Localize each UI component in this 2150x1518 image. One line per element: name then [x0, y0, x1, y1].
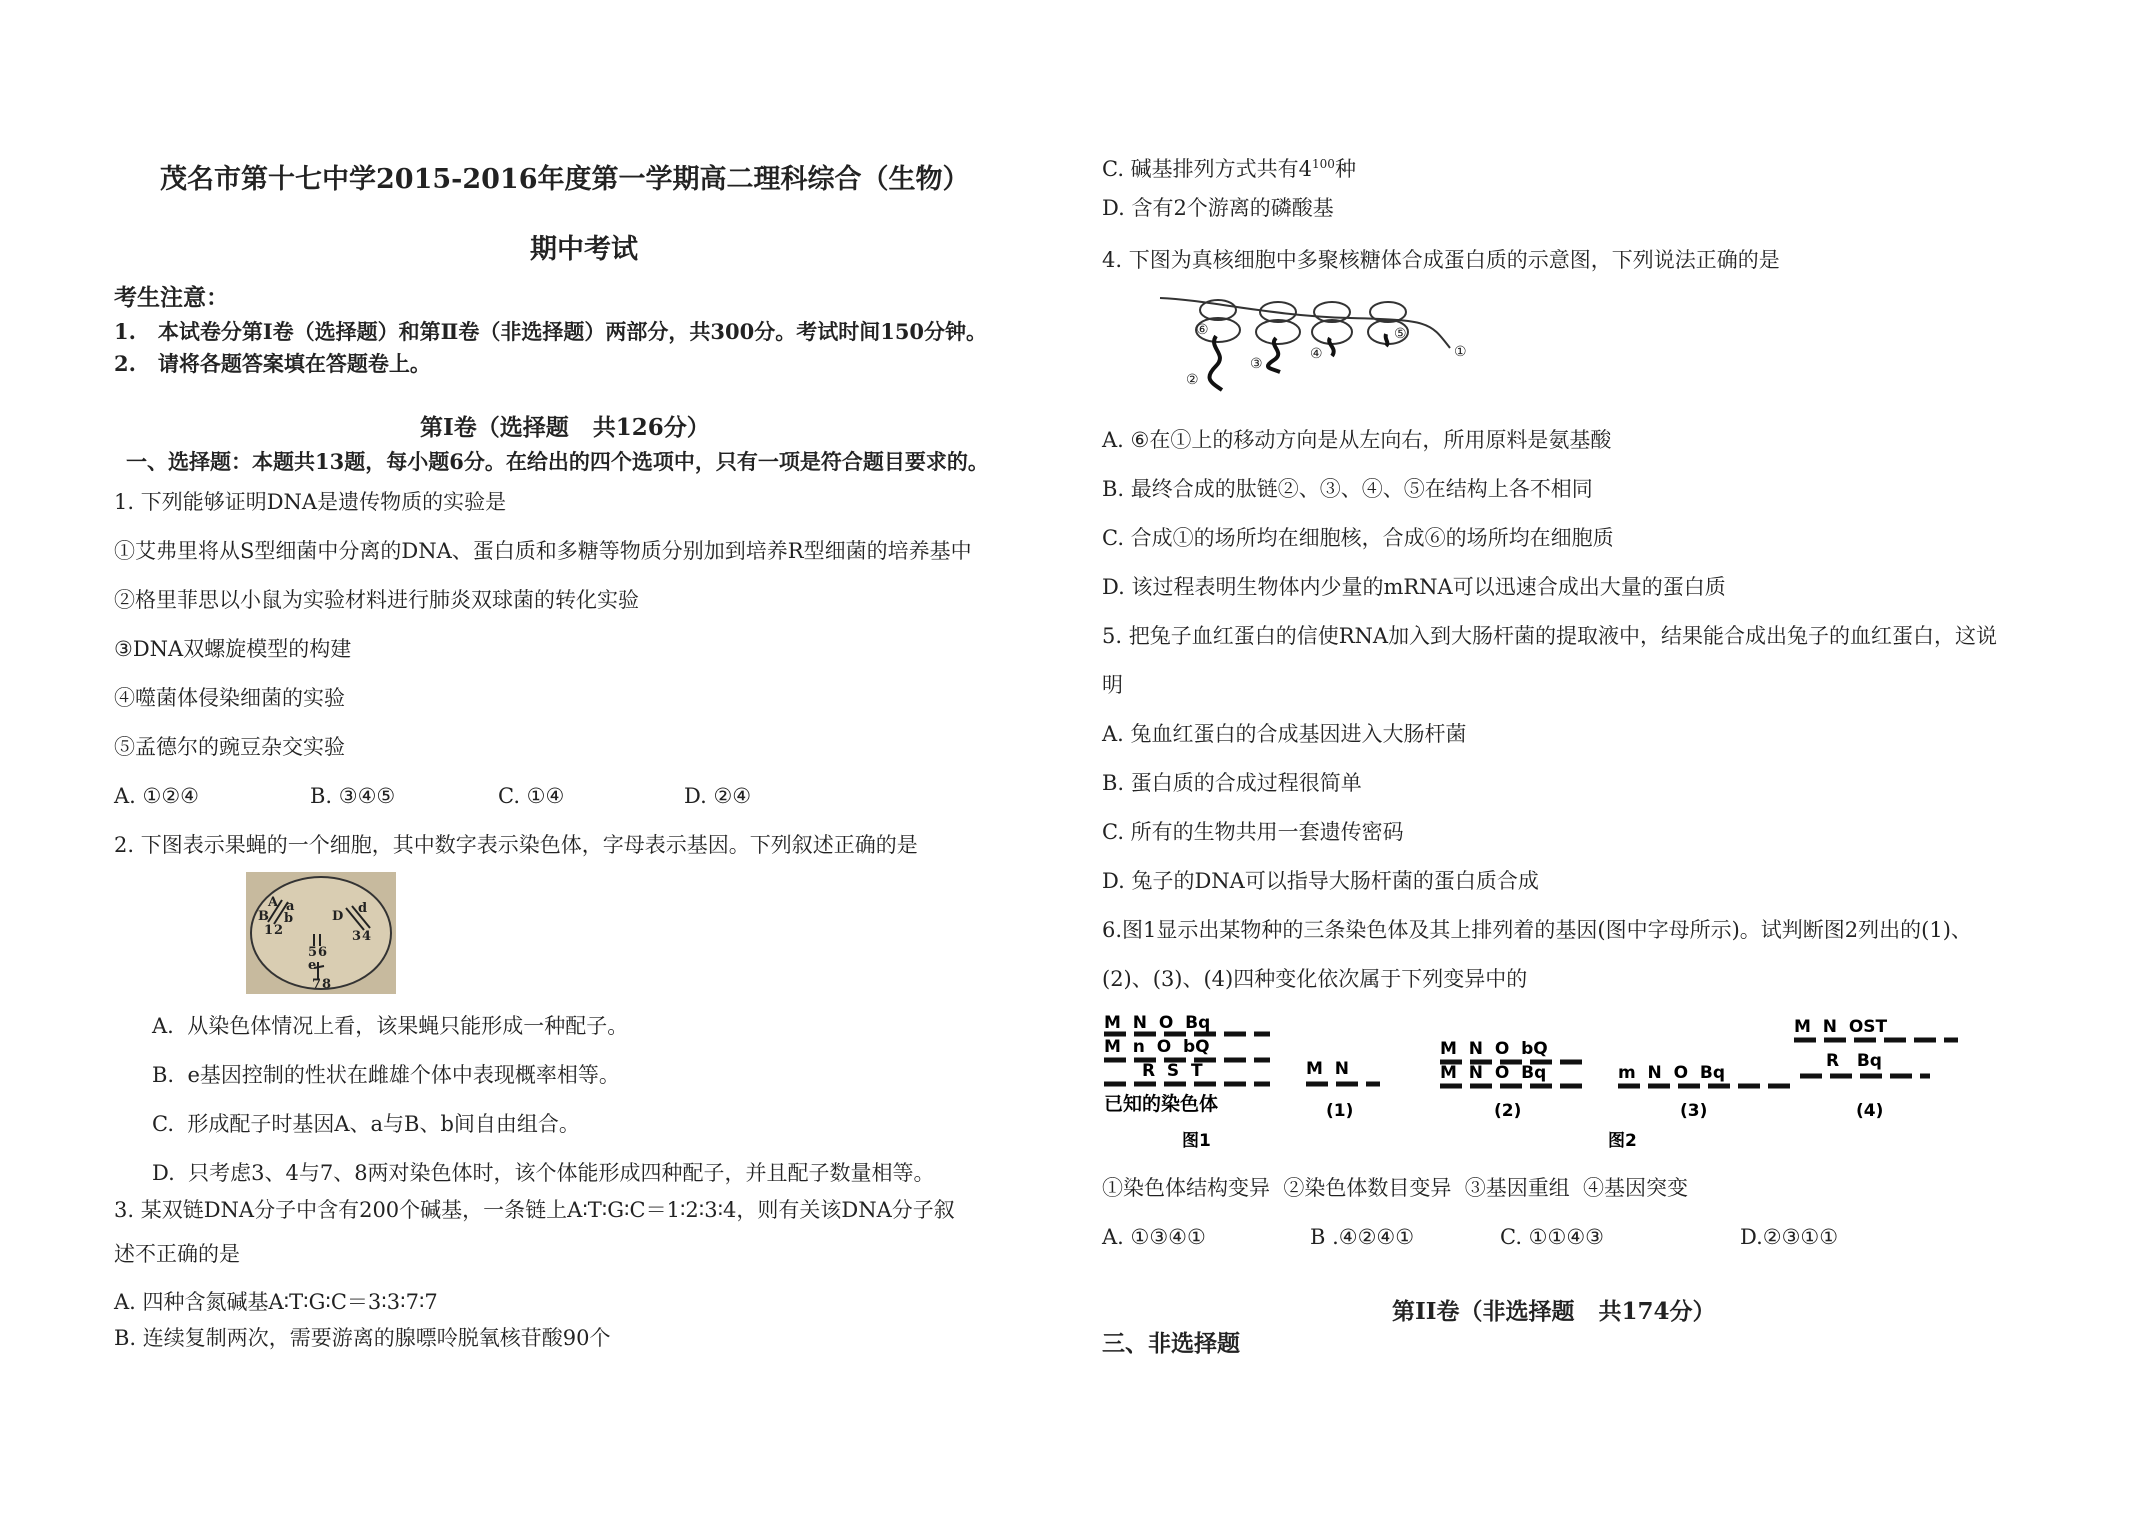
- q2-option-d: D. 只考虑3、4与7、8两对染色体时，该个体能形成四种配子，并且配子数量相等。: [152, 1161, 935, 1185]
- q3-stem-line2: 述不正确的是: [114, 1242, 240, 1266]
- notice-2: 2. 请将各题答案填在答题卷上。: [114, 351, 431, 376]
- q1-option-a: A. ①②④: [114, 784, 199, 808]
- chromosome-1-label: 1: [264, 923, 274, 938]
- chromosome-7-label: 7: [312, 977, 322, 992]
- q3-option-d: D. 含有2个游离的磷酸基: [1102, 196, 1334, 220]
- q4-option-a: A. ⑥在①上的移动方向是从左向右，所用原料是氨基酸: [1102, 428, 1612, 452]
- gene-d-label: d: [358, 901, 368, 916]
- label-1: ①: [1454, 344, 1467, 360]
- gene-e-label: e: [308, 958, 317, 973]
- gene-A-label: A: [268, 895, 279, 910]
- q1-item-2: ②格里菲思以小鼠为实验材料进行肺炎双球菌的转化实验: [114, 588, 639, 612]
- gene-B-label: B: [258, 909, 269, 924]
- q3-option-a: A. 四种含氮碱基A∶T∶G∶C＝3∶3∶7∶7: [114, 1290, 438, 1314]
- gene-b-label: b: [284, 911, 294, 926]
- known-row-2: M n O bQ: [1104, 1037, 1210, 1057]
- label-5: ⑤: [1394, 326, 1407, 342]
- section2-title: 第II卷（非选择题 共174分）: [1392, 1298, 1716, 1325]
- fruit-fly-cell-figure: [246, 872, 396, 994]
- q3-stem-line1: 3. 某双链DNA分子中含有200个碱基，一条链上A∶T∶G∶C＝1∶2∶3∶4，则有关该DNA分子叙: [114, 1198, 955, 1222]
- polyribosome-figure: [1150, 288, 1490, 408]
- figure-1-label: 图1: [1182, 1131, 1211, 1151]
- change-4-row-1: M N OST: [1794, 1017, 1888, 1037]
- q6-option-a: A. ①③④①: [1102, 1225, 1206, 1249]
- exam-title: 茂名市第十七中学2015-2016年度第一学期高二理科综合（生物）: [160, 164, 970, 195]
- q6-option-d: D.②③①①: [1740, 1225, 1839, 1249]
- q6-stem-line2: (2)、(3)、(4)四种变化依次属于下列变异中的: [1102, 967, 1528, 991]
- change-3-row: m N O Bq: [1618, 1063, 1726, 1083]
- q2-option-c: C. 形成配子时基因A、a与B、b间自由组合。: [152, 1112, 580, 1136]
- gene-a-label: a: [286, 899, 295, 914]
- q1-option-b: B. ③④⑤: [310, 784, 396, 808]
- section3-heading: 三、非选择题: [1102, 1330, 1240, 1357]
- exam-subtitle: 期中考试: [530, 234, 638, 265]
- chromosome-6-label: 6: [318, 945, 328, 960]
- change-1-label: (1): [1326, 1101, 1354, 1121]
- change-1-row: M N: [1306, 1059, 1349, 1079]
- q3-option-c-suffix: 种: [1334, 157, 1356, 181]
- q5-option-a: A. 兔血红蛋白的合成基因进入大肠杆菌: [1102, 722, 1467, 746]
- q4-option-b: B. 最终合成的肽链②、③、④、⑤在结构上各不相同: [1102, 477, 1593, 501]
- label-2: ②: [1186, 372, 1199, 388]
- q4-option-c: C. 合成①的场所均在细胞核，合成⑥的场所均在细胞质: [1102, 526, 1614, 550]
- known-row-3: R S T: [1142, 1061, 1203, 1081]
- q5-option-d: D. 兔子的DNA可以指导大肠杆菌的蛋白质合成: [1102, 869, 1539, 893]
- chromosome-variation-figure: [1100, 1008, 1980, 1168]
- q1-item-4: ④噬菌体侵染细菌的实验: [114, 686, 345, 710]
- q1-item-1: ①艾弗里将从S型细菌中分离的DNA、蛋白质和多糖等物质分别加到培养R型细菌的培养基中: [114, 539, 972, 563]
- known-row-1: M N O Bq: [1104, 1013, 1211, 1033]
- chromosome-8-label: 8: [322, 977, 332, 992]
- q6-stem-line1: 6.图1显示出某物种的三条染色体及其上排列着的基因(图中字母所示)。试判断图2列出的(1)、: [1102, 918, 1972, 942]
- q3-option-b: B. 连续复制两次，需要游离的腺嘌呤脱氧核苷酸90个: [114, 1326, 611, 1350]
- q5-option-b: B. 蛋白质的合成过程很简单: [1102, 771, 1362, 795]
- chromosome-2-label: 2: [274, 923, 284, 938]
- notice-heading: 考生注意：: [114, 284, 229, 311]
- q5-option-c: C. 所有的生物共用一套遗传密码: [1102, 820, 1404, 844]
- q3-option-c-text: C. 碱基排列方式共有4: [1102, 157, 1313, 181]
- change-4-row-2: R Bq: [1826, 1051, 1882, 1071]
- label-6: ⑥: [1196, 322, 1209, 338]
- notice-1: 1. 本试卷分第Ⅰ卷（选择题）和第Ⅱ卷（非选择题）两部分，共300分。考试时间150分钟。: [114, 319, 988, 344]
- section1-instructions: 一、选择题：本题共13题，每小题6分。在给出的四个选项中，只有一项是符合题目要求的。: [126, 449, 989, 474]
- q1-item-5: ⑤孟德尔的豌豆杂交实验: [114, 735, 345, 759]
- q1-option-c: C. ①④: [498, 784, 565, 808]
- q5-stem-line2: 明: [1102, 673, 1123, 697]
- q2-option-a: A. 从染色体情况上看，该果蝇只能形成一种配子。: [152, 1014, 629, 1038]
- q5-stem-line1: 5. 把兔子血红蛋白的信使RNA加入到大肠杆菌的提取液中，结果能合成出兔子的血红蛋白，这说: [1102, 624, 1998, 648]
- gene-D-label: D: [332, 909, 344, 924]
- figure-2-label: 图2: [1608, 1131, 1637, 1151]
- label-4: ④: [1310, 346, 1323, 362]
- change-2-row-1: M N O bQ: [1440, 1039, 1548, 1059]
- q1-option-d: D. ②④: [684, 784, 752, 808]
- q4-option-d: D. 该过程表明生物体内少量的mRNA可以迅速合成出大量的蛋白质: [1102, 575, 1726, 599]
- q2-stem: 2. 下图表示果蝇的一个细胞，其中数字表示染色体，字母表示基因。下列叙述正确的是: [114, 833, 918, 857]
- chromosome-3-label: 3: [352, 929, 362, 944]
- q6-variation-choices: ①染色体结构变异 ②染色体数目变异 ③基因重组 ④基因突变: [1102, 1176, 1689, 1200]
- chromosome-4-label: 4: [362, 929, 372, 944]
- section1-title: 第Ⅰ卷（选择题 共126分）: [420, 414, 710, 441]
- label-3: ③: [1250, 356, 1263, 372]
- change-4-label: (4): [1856, 1101, 1884, 1121]
- q6-option-b: B .④②④①: [1310, 1225, 1415, 1249]
- q6-option-c: C. ①①④③: [1500, 1225, 1604, 1249]
- q4-stem: 4. 下图为真核细胞中多聚核糖体合成蛋白质的示意图，下列说法正确的是: [1102, 248, 1780, 272]
- q1-item-3: ③DNA双螺旋模型的构建: [114, 637, 352, 661]
- change-3-label: (3): [1680, 1101, 1708, 1121]
- change-2-label: (2): [1494, 1101, 1522, 1121]
- chromosome-5-label: 5: [308, 945, 318, 960]
- q2-option-b: B. e基因控制的性状在雌雄个体中表现概率相等。: [152, 1063, 620, 1087]
- known-chromosome-label: 已知的染色体: [1104, 1093, 1219, 1115]
- q3-option-c-exponent: 100: [1312, 157, 1335, 171]
- q3-option-c: [1102, 150, 1356, 183]
- change-2-row-2: M N O Bq: [1440, 1063, 1547, 1083]
- q1-stem: 1. 下列能够证明DNA是遗传物质的实验是: [114, 490, 507, 514]
